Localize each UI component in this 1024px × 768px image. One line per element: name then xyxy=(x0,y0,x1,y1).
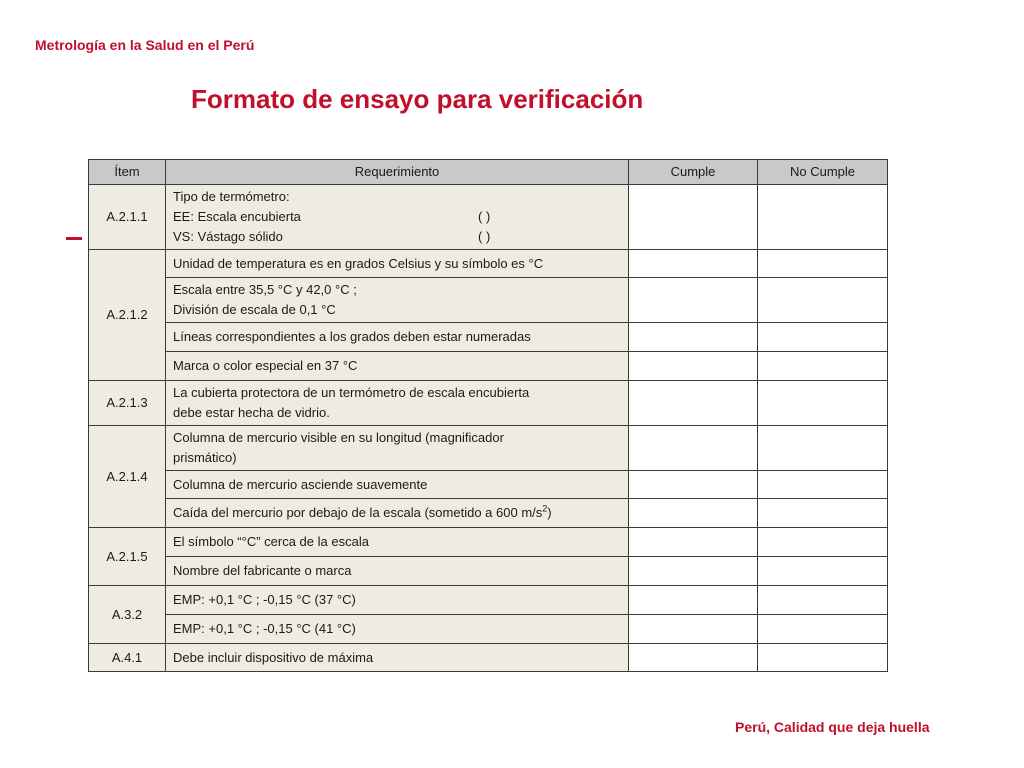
requirement-text xyxy=(166,557,629,586)
requirement-line xyxy=(173,428,621,448)
requirement-line xyxy=(173,280,621,300)
requirement-line-text: EE: Escala encubierta xyxy=(173,209,301,224)
item-code: A.2.1.5 xyxy=(89,528,166,586)
table-row xyxy=(89,471,888,499)
requirement-line-text: El símbolo “°C” cerca de la escala xyxy=(173,534,369,549)
requirement-line xyxy=(173,356,621,376)
table-row xyxy=(89,615,888,644)
requirement-line xyxy=(173,227,621,247)
requirement-line-text: Unidad de temperatura es en grados Celsius y su símbolo es °C xyxy=(173,255,544,271)
table-body xyxy=(89,185,888,672)
requirement-line xyxy=(173,532,621,552)
table-header xyxy=(89,160,888,185)
table-row xyxy=(89,278,888,323)
table-row xyxy=(89,381,888,426)
requirement-line-text: Tipo de termómetro: xyxy=(173,189,290,204)
no-cumple-cell[interactable] xyxy=(758,471,888,499)
page-title: Formato de ensayo para verificación xyxy=(191,84,644,114)
item-code: A.4.1 xyxy=(89,644,166,672)
decorative-dash xyxy=(66,237,82,240)
cumple-cell[interactable] xyxy=(629,278,758,323)
table-row xyxy=(89,185,888,250)
cumple-cell[interactable] xyxy=(629,352,758,381)
item-code: A.2.1.4 xyxy=(89,426,166,528)
column-header-requirement: Requerimiento xyxy=(166,160,629,185)
column-header-item: Ítem xyxy=(89,160,166,185)
type-selection-box[interactable]: ( ) xyxy=(478,209,491,224)
requirement-line-text: Columna de mercurio visible en su longitud (magnificador xyxy=(173,430,504,445)
no-cumple-cell[interactable] xyxy=(758,278,888,323)
table-row xyxy=(89,352,888,381)
no-cumple-cell[interactable] xyxy=(758,426,888,471)
no-cumple-cell[interactable] xyxy=(758,528,888,557)
requirement-line-text: Escala entre 35,5 °C y 42,0 °C ; xyxy=(173,282,357,297)
requirement-line xyxy=(173,475,621,495)
no-cumple-cell[interactable] xyxy=(758,352,888,381)
requirement-text xyxy=(166,644,629,672)
cumple-cell[interactable] xyxy=(629,557,758,586)
requirement-text xyxy=(166,615,629,644)
no-cumple-cell[interactable] xyxy=(758,615,888,644)
requirement-text xyxy=(166,278,629,323)
table-row xyxy=(89,557,888,586)
no-cumple-cell[interactable] xyxy=(758,185,888,250)
requirement-line xyxy=(173,207,621,227)
cumple-cell[interactable] xyxy=(629,471,758,499)
footer-slogan: Perú, Calidad que deja huella xyxy=(735,719,930,735)
requirement-line xyxy=(173,403,621,423)
requirement-text xyxy=(166,381,629,426)
requirement-line xyxy=(173,590,621,610)
no-cumple-cell[interactable] xyxy=(758,381,888,426)
cumple-cell[interactable] xyxy=(629,528,758,557)
requirement-line-text: División de escala de 0,1 °C xyxy=(173,302,336,317)
requirement-text xyxy=(166,586,629,615)
requirement-line-text: Nombre del fabricante o marca xyxy=(173,563,352,578)
organization-header: Metrología en la Salud en el Perú xyxy=(35,37,255,53)
requirement-text xyxy=(166,471,629,499)
column-header-cumple: Cumple xyxy=(629,160,758,185)
requirement-line xyxy=(173,503,621,523)
no-cumple-cell[interactable] xyxy=(758,644,888,672)
item-code: A.3.2 xyxy=(89,586,166,644)
type-selection-box[interactable]: ( ) xyxy=(478,229,491,244)
requirement-line-text: Caída del mercurio por debajo de la escala (sometido a 600 m/s xyxy=(173,505,543,520)
no-cumple-cell[interactable] xyxy=(758,586,888,615)
requirement-line xyxy=(173,187,621,207)
requirement-text xyxy=(166,250,629,278)
requirement-line xyxy=(173,648,621,668)
requirement-line-text: debe estar hecha de vidrio. xyxy=(173,405,330,420)
requirement-line xyxy=(173,327,621,347)
requirement-line-text: EMP: +0,1 °C ; -0,15 °C (41 °C) xyxy=(173,621,356,636)
requirement-text xyxy=(166,499,629,528)
table-row xyxy=(89,499,888,528)
requirement-line xyxy=(173,254,621,274)
superscript: 2 xyxy=(542,503,548,514)
verification-table xyxy=(88,159,888,672)
cumple-cell[interactable] xyxy=(629,250,758,278)
requirement-line xyxy=(173,448,621,468)
cumple-cell[interactable] xyxy=(629,499,758,528)
item-code: A.2.1.3 xyxy=(89,381,166,426)
cumple-cell[interactable] xyxy=(629,323,758,352)
cumple-cell[interactable] xyxy=(629,185,758,250)
requirement-line-text: Marca o color especial en 37 °C xyxy=(173,358,358,373)
requirement-line xyxy=(173,300,621,320)
requirement-text xyxy=(166,352,629,381)
item-code: A.2.1.2 xyxy=(89,250,166,381)
cumple-cell[interactable] xyxy=(629,586,758,615)
requirement-text xyxy=(166,323,629,352)
no-cumple-cell[interactable] xyxy=(758,557,888,586)
table-row xyxy=(89,586,888,615)
requirement-line xyxy=(173,619,621,639)
requirement-line-text: prismático) xyxy=(173,450,237,465)
requirement-line-text: Líneas correspondientes a los grados deben estar numeradas xyxy=(173,329,531,344)
no-cumple-cell[interactable] xyxy=(758,323,888,352)
requirement-line-text: Columna de mercurio asciende suavemente xyxy=(173,476,428,492)
no-cumple-cell[interactable] xyxy=(758,499,888,528)
requirement-text xyxy=(166,528,629,557)
item-code: A.2.1.1 xyxy=(89,185,166,250)
cumple-cell[interactable] xyxy=(629,644,758,672)
requirement-line xyxy=(173,383,621,403)
requirement-line-suffix: ) xyxy=(547,505,552,520)
requirement-line-text: EMP: +0,1 °C ; -0,15 °C (37 °C) xyxy=(173,592,356,607)
cumple-cell[interactable] xyxy=(629,426,758,471)
table-row xyxy=(89,644,888,672)
cumple-cell[interactable] xyxy=(629,381,758,426)
requirement-line-text: La cubierta protectora de un termómetro de escala encubierta xyxy=(173,385,530,400)
cumple-cell[interactable] xyxy=(629,615,758,644)
requirement-text xyxy=(166,426,629,471)
requirement-line-text: VS: Vástago sólido xyxy=(173,229,283,244)
table-row xyxy=(89,528,888,557)
table-row xyxy=(89,250,888,278)
table-row xyxy=(89,426,888,471)
no-cumple-cell[interactable] xyxy=(758,250,888,278)
column-header-no-cumple: No Cumple xyxy=(758,160,888,185)
requirement-line-text: Debe incluir dispositivo de máxima xyxy=(173,649,374,665)
requirement-text xyxy=(166,185,629,250)
table-row xyxy=(89,323,888,352)
requirement-line xyxy=(173,561,621,581)
